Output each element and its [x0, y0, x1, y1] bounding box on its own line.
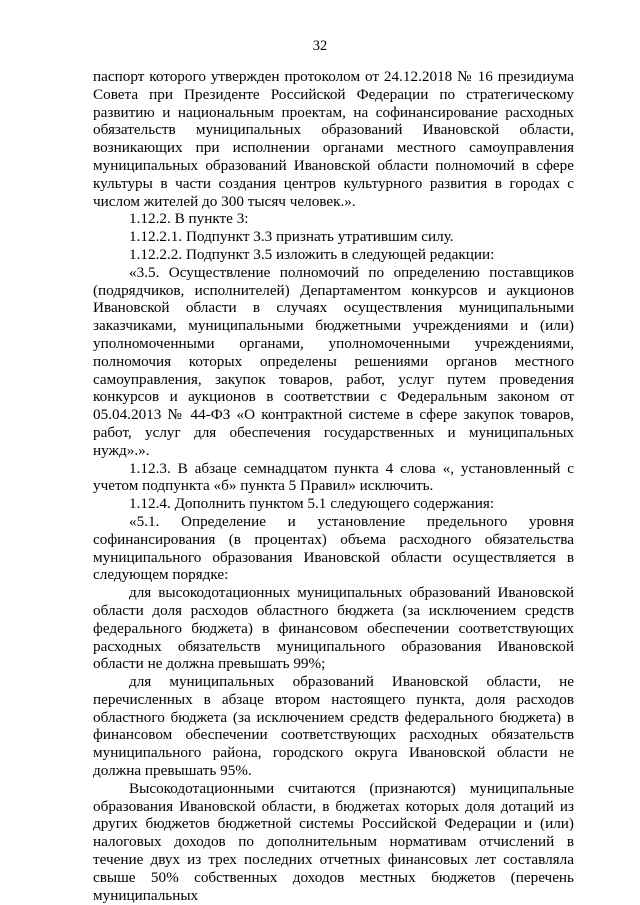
paragraph-5-1: «5.1. Определение и установление предельного уровня софинансирования (в процентах) объема расходного обязательства муниципального образования Ивановской области осуществляется в следующем порядке:: [93, 512, 574, 584]
paragraph-1-12-2-1: 1.12.2.1. Подпункт 3.3 признать утратившим силу.: [129, 228, 454, 246]
page-number: 32: [312, 38, 328, 54]
document-body: [93, 68, 574, 904]
paragraph-1-12-2: 1.12.2. В пункте 3:: [129, 210, 249, 228]
paragraph-1-12-4: 1.12.4. Дополнить пунктом 5.1 следующего содержания:: [129, 495, 495, 513]
paragraph-1-12-3: 1.12.3. В абзаце семнадцатом пункта 4 слова «, установленный с учетом подпункта «б» пункта 5 Правил» исключить.: [93, 459, 574, 495]
paragraph-3-5: «3.5. Осуществление полномочий по определению поставщиков (подрядчиков, исполнителей) Департаментом конкурсов и аукционов Ивановской области в случаях осуществления муниципальными заказчиками, муниципальными бюджетными учреждениями и (или) уполномоченными органами, уполномоченными учреждениями, полномочия которых определены решениями органов местного самоуправления, закупок товаров, работ, услуг путем проведения конкурсов и аукционов в соответствии с Федеральным законом от 05.04.2013 № 44-ФЗ «О контрактной системе в сфере закупок товаров, работ, услуг для обеспечения государственных и муниципальных нужд».».: [93, 263, 574, 459]
paragraph-1-12-2-2: 1.12.2.2. Подпункт 3.5 изложить в следующей редакции:: [129, 245, 495, 263]
paragraph-other-municipalities-share: для муниципальных образований Ивановской области, не перечисленных в абзаце втором настоящего пункта, доля расходов областного бюджета (за исключением средств федерального бюджета) в финансовом обеспечении соответствующих расходных обязательств муниципального района, городского округа Ивановской области не должна превышать 95%.: [93, 673, 574, 780]
paragraph-high-subsidy-share: для высокодотационных муниципальных образований Ивановской области доля расходов областного бюджета (за исключением средств федерального бюджета) в финансовом обеспечении соответствующих расходных обязательств муниципального образования Ивановской области не должна превышать 99%;: [93, 584, 574, 673]
paragraph-high-subsidy-definition: Высокодотационными считаются (признаются) муниципальные образования Ивановской области, в бюджетах которых доля дотаций из других бюджетов бюджетной системы Российской Федерации и (или) налоговых доходов по дополнительным нормативам отчислений в течение двух из трех последних отчетных финансовых лет составляла свыше 50% собственных доходов местных бюджетов (перечень муниципальных: [93, 779, 574, 904]
paragraph-continuation: паспорт которого утвержден протоколом от 24.12.2018 № 16 президиума Совета при Президенте Российской Федерации по стратегическому развитию и национальным проектам, на софинансирование расходных обязательств муниципальных образований Ивановской области, возникающих при исполнении органами местного самоуправления муниципальных образований Ивановской области полномочий в сфере культуры в части создания центров культурного развития в городах с числом жителей до 300 тысяч человек.».: [93, 68, 574, 210]
